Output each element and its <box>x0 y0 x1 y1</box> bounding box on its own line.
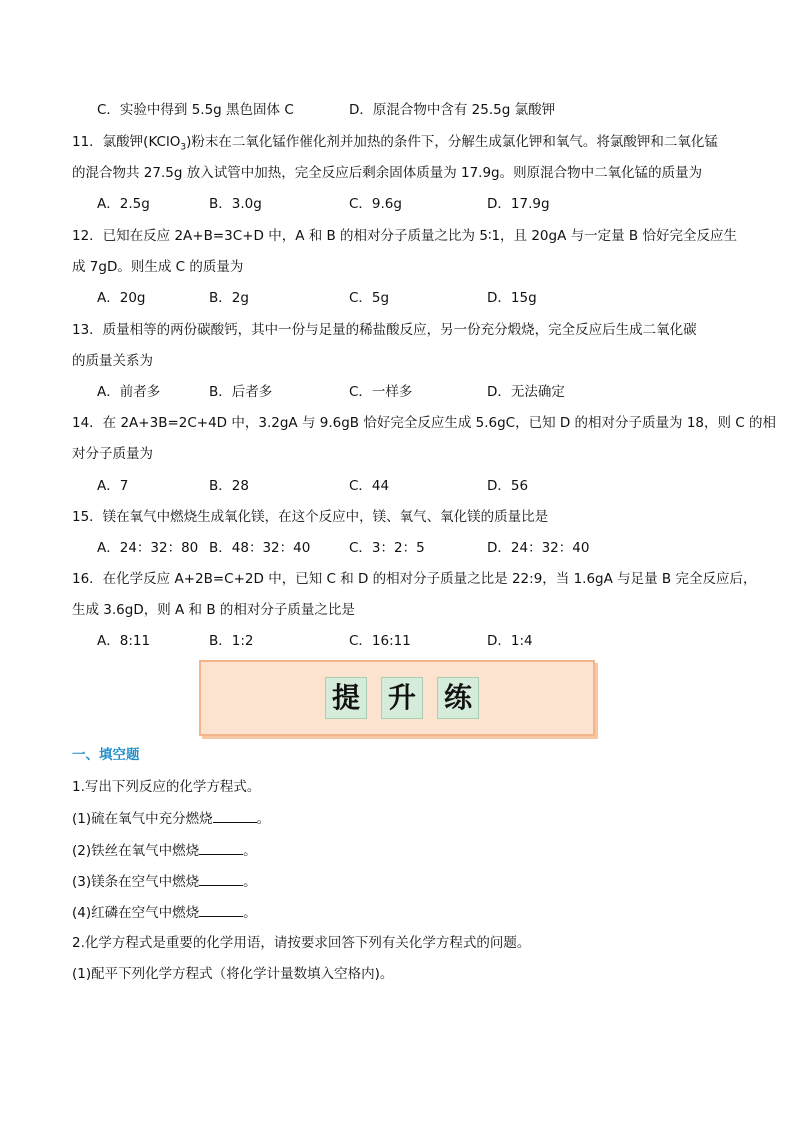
q14-stem-line2: 对分子质量为 <box>72 446 153 462</box>
q11-stem-a: 11．氯酸钾(KClO <box>72 134 181 150</box>
q15-option-a: A．24：32：80 <box>97 540 199 556</box>
banner-char-3: 练 <box>437 677 479 719</box>
q12-option-d: D．15g <box>487 290 537 306</box>
q11-stem-line2: 的混合物共 27.5g 放入试管中加热，完全反应后剩余固体质量为 17.9g。则原混合物中二氧化锰的质量为 <box>72 165 703 181</box>
fill-q1-part2-text: (2)铁丝在氧气中燃烧 <box>72 843 200 859</box>
fill-q1-part1 <box>72 808 722 829</box>
q15-option-b: B．48：32：40 <box>209 540 311 556</box>
fill-q1-part3 <box>72 871 722 892</box>
answer-blank[interactable] <box>213 808 257 823</box>
q11-option-d: D．17.9g <box>487 196 550 212</box>
q14-option-a: A．7 <box>97 478 129 494</box>
q11-option-c: C．9.6g <box>349 196 402 212</box>
q13-stem-line1: 13．质量相等的两份碳酸钙，其中一份与足量的稀盐酸反应，另一份充分煅烧，完全反应后生成二氧化碳 <box>72 322 697 338</box>
fill-q1-part3-text: (3)镁条在空气中燃烧 <box>72 874 200 890</box>
q14-option-c: C．44 <box>349 478 390 494</box>
q10-option-d: D．原混合物中含有 25.5g 氯酸钾 <box>349 102 556 118</box>
q13-stem-line2: 的质量关系为 <box>72 353 153 369</box>
q16-option-d: D．1:4 <box>487 633 533 649</box>
q11-stem-line1 <box>72 132 722 158</box>
fill-q1-part4-text: (4)红磷在空气中燃烧 <box>72 905 200 921</box>
q12-option-a: A．20g <box>97 290 146 306</box>
answer-blank[interactable] <box>199 871 243 886</box>
fill-q2-part1: (1)配平下列化学方程式（将化学计量数填入空格内)。 <box>72 966 394 982</box>
q12-option-c: C．5g <box>349 290 390 306</box>
section-title: 一、填空题 <box>72 747 140 763</box>
q16-option-b: B．1:2 <box>209 633 254 649</box>
q10-option-c: C．实验中得到 5.5g 黑色固体 C <box>97 102 294 118</box>
fill-q1-part2 <box>72 840 722 861</box>
q14-option-b: B．28 <box>209 478 249 494</box>
q16-stem-line2: 生成 3.6gD，则 A 和 B 的相对分子质量之比是 <box>72 602 355 618</box>
q12-stem-line2: 成 7gD。则生成 C 的质量为 <box>72 259 244 275</box>
q13-option-a: A．前者多 <box>97 384 161 400</box>
banner-char-1: 提 <box>325 677 367 719</box>
banner-char-2: 升 <box>381 677 423 719</box>
q14-option-d: D．56 <box>487 478 529 494</box>
q12-option-b: B．2g <box>209 290 249 306</box>
q14-stem-line1: 14．在 2A+3B=2C+4D 中，3.2gA 与 9.6gB 恰好完全反应生成 5.6gC，已知 D 的相对分子质量为 18，则 C 的相 <box>72 415 777 431</box>
q15-option-c: C．3：2：5 <box>349 540 425 556</box>
q15-option-d: D．24：32：40 <box>487 540 590 556</box>
q13-option-c: C．一样多 <box>349 384 413 400</box>
q13-option-d: D．无法确定 <box>487 384 565 400</box>
period: 。 <box>243 843 257 859</box>
period: 。 <box>243 874 257 890</box>
banner-title <box>325 677 479 719</box>
q16-option-a: A．8:11 <box>97 633 151 649</box>
period: 。 <box>243 905 257 921</box>
q15-stem-line1: 15．镁在氧气中燃烧生成氧化镁，在这个反应中，镁、氧气、氧化镁的质量比是 <box>72 509 549 525</box>
section-banner <box>199 660 595 736</box>
answer-blank[interactable] <box>199 902 243 917</box>
q12-stem-line1: 12．已知在反应 2A+B=3C+D 中，A 和 B 的相对分子质量之比为 5∶1，且 20gA 与一定量 B 恰好完全反应生 <box>72 228 737 244</box>
q16-option-c: C．16:11 <box>349 633 411 649</box>
fill-q1-part4 <box>72 902 722 923</box>
q11-option-b: B．3.0g <box>209 196 262 212</box>
q11-stem-b: )粉末在二氧化锰作催化剂并加热的条件下，分解生成氯化钾和氧气。将氯酸钾和二氧化锰 <box>186 134 718 150</box>
answer-blank[interactable] <box>199 840 243 855</box>
q11-subscript: 3 <box>180 142 187 153</box>
q13-option-b: B．后者多 <box>209 384 273 400</box>
period: 。 <box>256 811 271 827</box>
q11-option-a: A．2.5g <box>97 196 150 212</box>
fill-q1-stem: 1.写出下列反应的化学方程式。 <box>72 779 261 795</box>
fill-q2-stem: 2.化学方程式是重要的化学用语，请按要求回答下列有关化学方程式的问题。 <box>72 935 531 951</box>
q16-stem-line1: 16．在化学反应 A+2B=C+2D 中，已知 C 和 D 的相对分子质量之比是 22:9，当 1.6gA 与足量 B 完全反应后， <box>72 571 757 587</box>
fill-q1-part1-text: (1)硫在氧气中充分燃烧 <box>72 811 213 827</box>
